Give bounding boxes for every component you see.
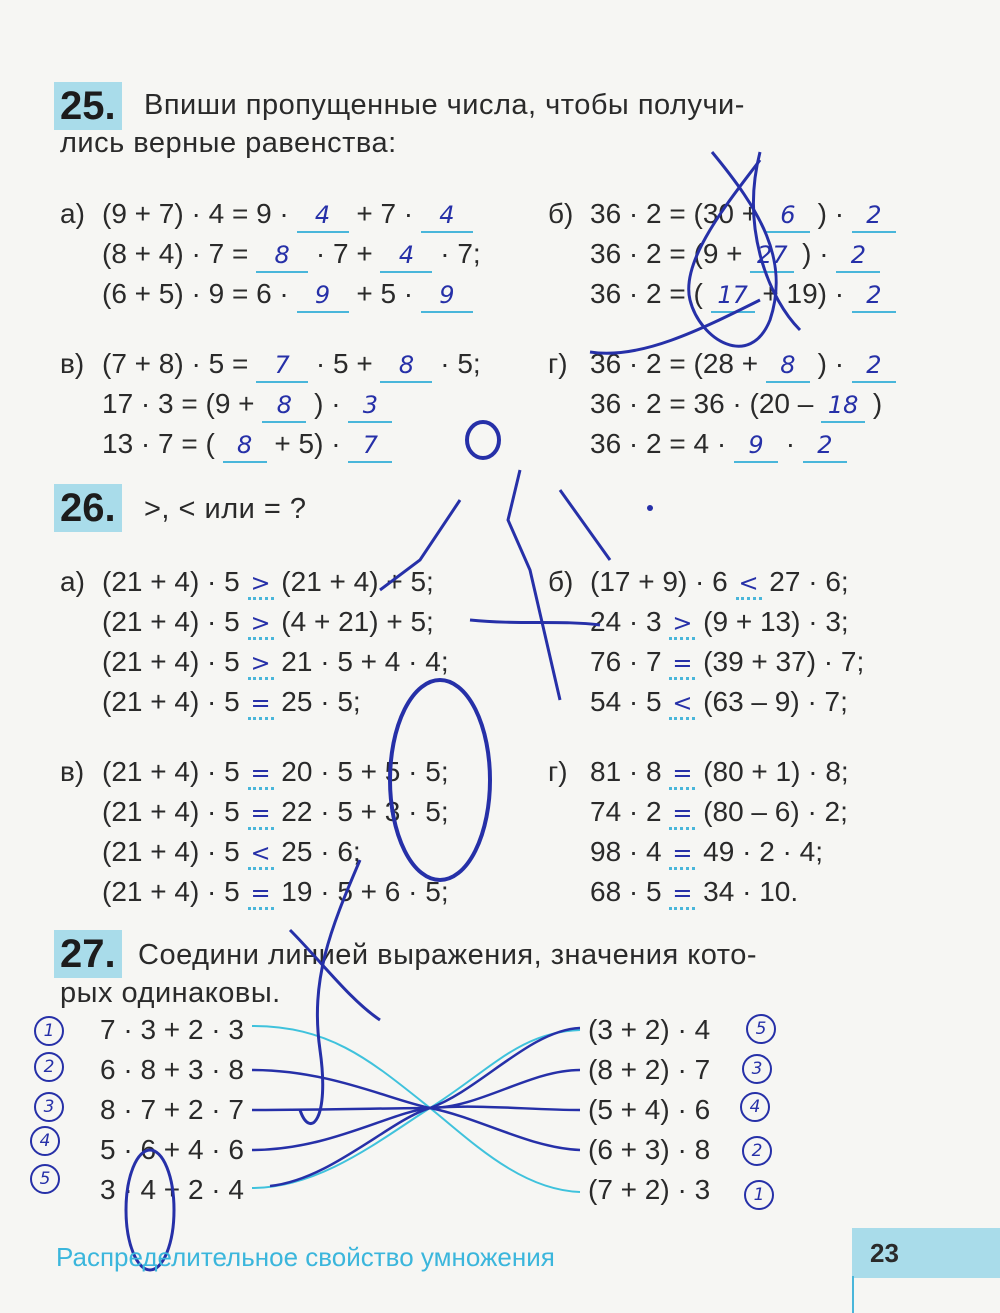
expr-text: 24 · 3 bbox=[590, 606, 662, 637]
task-25v-label: в) bbox=[60, 348, 85, 379]
answer-blank[interactable]: 9 bbox=[734, 429, 778, 463]
task-26g-row-1 bbox=[590, 752, 849, 792]
expr-text: 25 · 5; bbox=[281, 686, 361, 717]
expr-text: 19 · 5 + 6 · 5; bbox=[281, 876, 449, 907]
expr-text: 22 · 5 + 3 · 5; bbox=[281, 796, 449, 827]
task-26b-row-2 bbox=[590, 602, 849, 642]
compare-sign[interactable]: < bbox=[248, 839, 274, 870]
expr-text: 36 · 2 = (9 + bbox=[590, 238, 743, 269]
task-26a-row-3 bbox=[102, 642, 449, 682]
task-25-text-line1: Впиши пропущенные числа, чтобы получи- bbox=[144, 89, 745, 121]
left-expression[interactable]: 5 · 6 + 4 · 6 bbox=[100, 1134, 244, 1165]
expr-text: 54 · 5 bbox=[590, 686, 662, 717]
task-26v-row-2 bbox=[102, 792, 449, 832]
page-divider bbox=[852, 1276, 854, 1313]
task-26g-row-2 bbox=[590, 792, 848, 832]
expr-text: 21 · 5 + 4 · 4; bbox=[281, 646, 449, 677]
expr-text: 49 · 2 · 4; bbox=[703, 836, 824, 867]
answer-blank[interactable]: 4 bbox=[380, 239, 432, 273]
task-26-text: >, < или = ? bbox=[144, 493, 307, 525]
expr-text: 98 · 4 bbox=[590, 836, 662, 867]
expr-text: 20 · 5 + 5 · 5; bbox=[281, 756, 449, 787]
expr-text: (8 + 4) · 7 = bbox=[102, 238, 249, 269]
answer-blank[interactable]: 2 bbox=[803, 429, 847, 463]
answer-blank[interactable]: 4 bbox=[297, 199, 349, 233]
left-expression[interactable]: 3 · 4 + 2 · 4 bbox=[100, 1174, 244, 1205]
task-26b-row-1 bbox=[590, 562, 849, 602]
expr-text: + 5 · bbox=[356, 278, 414, 309]
expr-text: · bbox=[785, 428, 796, 459]
answer-blank[interactable]: 18 bbox=[821, 389, 865, 423]
expr-text: ) bbox=[872, 388, 883, 419]
answer-blank[interactable]: 2 bbox=[852, 349, 896, 383]
answer-blank[interactable]: 6 bbox=[766, 199, 810, 233]
right-expression[interactable]: (7 + 2) · 3 bbox=[588, 1174, 711, 1205]
expr-text: 36 · 2 = ( bbox=[590, 278, 703, 309]
match-mark: 5 bbox=[746, 1014, 776, 1044]
expr-text: 74 · 2 bbox=[590, 796, 662, 827]
left-expression[interactable]: 6 · 8 + 3 · 8 bbox=[100, 1054, 244, 1085]
expr-text: (21 + 4) · 5 bbox=[102, 606, 240, 637]
compare-sign[interactable]: = bbox=[248, 879, 274, 910]
answer-blank[interactable]: 2 bbox=[852, 199, 896, 233]
scribble bbox=[647, 505, 653, 511]
task-27-number: 27. bbox=[54, 930, 122, 978]
expr-text: (80 + 1) · 8; bbox=[703, 756, 849, 787]
compare-sign[interactable]: = bbox=[248, 759, 274, 790]
right-expression[interactable]: (8 + 2) · 7 bbox=[588, 1054, 711, 1085]
match-mark: 4 bbox=[740, 1092, 770, 1122]
expr-text: · 5 + bbox=[315, 348, 373, 379]
expr-text: (21 + 4) · 5 bbox=[102, 876, 240, 907]
answer-blank[interactable]: 7 bbox=[256, 349, 308, 383]
scribble bbox=[560, 490, 610, 560]
task-26g-row-3 bbox=[590, 832, 823, 872]
task-26a-row-1 bbox=[102, 562, 434, 602]
match-mark: 1 bbox=[744, 1180, 774, 1210]
expr-text: (17 + 9) · 6 bbox=[590, 566, 728, 597]
task-25a-row-3 bbox=[102, 274, 473, 314]
match-mark: 3 bbox=[742, 1054, 772, 1084]
match-mark: 1 bbox=[34, 1016, 64, 1046]
task-26b-label: б) bbox=[548, 566, 574, 597]
task-26-number: 26. bbox=[54, 484, 122, 532]
task-26v-row-4 bbox=[102, 872, 449, 912]
expr-text: 81 · 8 bbox=[590, 756, 662, 787]
task-25b-row-2 bbox=[590, 234, 880, 274]
task-26a-row-2 bbox=[102, 602, 434, 642]
task-27-text-line2: рых одинаковы. bbox=[60, 977, 281, 1009]
answer-blank[interactable]: 2 bbox=[852, 279, 896, 313]
expr-text: (9 + 7) · 4 = 9 · bbox=[102, 198, 289, 229]
expr-text: 76 · 7 bbox=[590, 646, 662, 677]
task-25g-row-3 bbox=[590, 424, 847, 464]
expr-text: (39 + 37) · 7; bbox=[703, 646, 865, 677]
expr-text: ) · bbox=[802, 238, 829, 269]
expr-text: 68 · 5 bbox=[590, 876, 662, 907]
compare-sign[interactable]: = bbox=[669, 759, 695, 790]
task-26b-row-3 bbox=[590, 642, 864, 682]
answer-blank[interactable]: 9 bbox=[297, 279, 349, 313]
task-26a-row-4 bbox=[102, 682, 361, 722]
match-mark: 2 bbox=[742, 1136, 772, 1166]
expr-text: (21 + 4) · 5 bbox=[102, 756, 240, 787]
right-expression[interactable]: (5 + 4) · 6 bbox=[588, 1094, 711, 1125]
expr-text: (21 + 4) · 5 bbox=[102, 686, 240, 717]
compare-sign[interactable]: = bbox=[248, 689, 274, 720]
expr-text: (21 + 4) · 5 bbox=[102, 646, 240, 677]
task-25-number: 25. bbox=[54, 82, 122, 130]
answer-blank[interactable]: 8 bbox=[766, 349, 810, 383]
expr-text: · 5; bbox=[440, 348, 481, 379]
task-25b-row-3 bbox=[590, 274, 896, 314]
footer-title: Распределительное свойство умножения bbox=[56, 1242, 555, 1272]
expr-text: · 7; bbox=[440, 238, 481, 269]
expr-text: (4 + 21) + 5; bbox=[281, 606, 434, 637]
task-25g-row-1 bbox=[590, 344, 896, 384]
task-26v-row-1 bbox=[102, 752, 449, 792]
task-25v-row-2 bbox=[102, 384, 392, 424]
page-number: 23 bbox=[852, 1228, 1000, 1278]
compare-sign[interactable]: > bbox=[248, 649, 274, 680]
expr-text: (9 + 13) · 3; bbox=[703, 606, 849, 637]
right-expression[interactable]: (6 + 3) · 8 bbox=[588, 1134, 711, 1165]
expr-text: (21 + 4) · 5 bbox=[102, 566, 240, 597]
compare-sign[interactable]: = bbox=[669, 799, 695, 830]
compare-sign[interactable]: > bbox=[248, 569, 274, 600]
task-25-text-line2: лись верные равенства: bbox=[60, 127, 397, 159]
task-25v-row-1 bbox=[102, 344, 481, 384]
task-26b-row-4 bbox=[590, 682, 848, 722]
task-25a-label: а) bbox=[60, 198, 85, 229]
match-line bbox=[252, 1070, 580, 1110]
expr-text: ) · bbox=[314, 388, 341, 419]
match-mark: 2 bbox=[34, 1052, 64, 1082]
expr-text: (21 + 4) · 5 bbox=[102, 796, 240, 827]
expr-text: 34 · 10. bbox=[703, 876, 799, 907]
expr-text: 36 · 2 = (30 + bbox=[590, 198, 759, 229]
match-line bbox=[252, 1030, 580, 1188]
answer-blank[interactable]: 8 bbox=[380, 349, 432, 383]
task-26g-label: г) bbox=[548, 756, 568, 787]
expr-text: 36 · 2 = 4 · bbox=[590, 428, 727, 459]
task-25g-row-2 bbox=[590, 384, 882, 424]
expr-text: (80 – 6) · 2; bbox=[703, 796, 848, 827]
match-line bbox=[252, 1107, 580, 1150]
answer-blank[interactable]: 2 bbox=[836, 239, 880, 273]
expr-text: 36 · 2 = (28 + bbox=[590, 348, 759, 379]
answer-blank[interactable]: 8 bbox=[223, 429, 267, 463]
expr-text: (63 – 9) · 7; bbox=[703, 686, 848, 717]
answer-blank[interactable]: 4 bbox=[421, 199, 473, 233]
compare-sign[interactable]: = bbox=[248, 799, 274, 830]
task-27-text-line1: Соедини линией выражения, значения кото- bbox=[138, 939, 758, 971]
compare-sign[interactable]: < bbox=[669, 689, 695, 720]
expr-text: ) · bbox=[817, 348, 845, 379]
match-line bbox=[252, 1070, 580, 1150]
compare-sign[interactable]: = bbox=[669, 879, 695, 910]
compare-sign[interactable]: = bbox=[669, 839, 695, 870]
task-25v-row-3 bbox=[102, 424, 392, 464]
match-mark: 4 bbox=[30, 1126, 60, 1156]
match-mark: 3 bbox=[34, 1092, 64, 1122]
expr-text: + 7 · bbox=[356, 198, 414, 229]
expr-text: (7 + 8) · 5 = bbox=[102, 348, 249, 379]
match-mark: 5 bbox=[30, 1164, 60, 1194]
answer-blank[interactable]: 17 bbox=[711, 279, 755, 313]
task-25a-row-2 bbox=[102, 234, 481, 274]
expr-text: ) · bbox=[817, 198, 845, 229]
expr-text: (6 + 5) · 9 = 6 · bbox=[102, 278, 289, 309]
compare-sign[interactable]: > bbox=[669, 609, 695, 640]
scribble bbox=[470, 620, 600, 625]
answer-blank[interactable]: 3 bbox=[348, 389, 392, 423]
expr-text: + 19) · bbox=[762, 278, 845, 309]
expr-text: 27 · 6; bbox=[769, 566, 849, 597]
answer-blank[interactable]: 8 bbox=[256, 239, 308, 273]
task-26v-label: в) bbox=[60, 756, 85, 787]
expr-text: 13 · 7 = ( bbox=[102, 428, 215, 459]
expr-text: 25 · 6; bbox=[281, 836, 361, 867]
answer-blank[interactable]: 8 bbox=[262, 389, 306, 423]
expr-text: + 5) · bbox=[274, 428, 341, 459]
match-line bbox=[252, 1026, 580, 1192]
match-line bbox=[430, 1028, 580, 1108]
expr-text: · 7 + bbox=[315, 238, 373, 269]
left-expression[interactable]: 8 · 7 + 2 · 7 bbox=[100, 1094, 244, 1125]
answer-blank[interactable]: 7 bbox=[348, 429, 392, 463]
compare-sign[interactable]: > bbox=[248, 609, 274, 640]
scribble bbox=[467, 422, 499, 458]
task-25g-label: г) bbox=[548, 348, 568, 379]
expr-text: 36 · 2 = 36 · (20 – bbox=[590, 388, 814, 419]
task-26g-row-4 bbox=[590, 872, 798, 912]
task-25b-label: б) bbox=[548, 198, 574, 229]
answer-blank[interactable]: 27 bbox=[750, 239, 794, 273]
right-expression[interactable]: (3 + 2) · 4 bbox=[588, 1014, 711, 1045]
left-expression[interactable]: 7 · 3 + 2 · 3 bbox=[100, 1014, 244, 1045]
task-26a-label: а) bbox=[60, 566, 85, 597]
task-25b-row-1 bbox=[590, 194, 896, 234]
task-26v-row-3 bbox=[102, 832, 361, 872]
answer-blank[interactable]: 9 bbox=[421, 279, 473, 313]
compare-sign[interactable]: = bbox=[669, 649, 695, 680]
compare-sign[interactable]: < bbox=[736, 569, 762, 600]
expr-text: (21 + 4) · 5 bbox=[102, 836, 240, 867]
expr-text: (21 + 4) + 5; bbox=[281, 566, 434, 597]
expr-text: 17 · 3 = (9 + bbox=[102, 388, 255, 419]
match-line bbox=[270, 1108, 430, 1186]
task-25a-row-1 bbox=[102, 194, 473, 234]
